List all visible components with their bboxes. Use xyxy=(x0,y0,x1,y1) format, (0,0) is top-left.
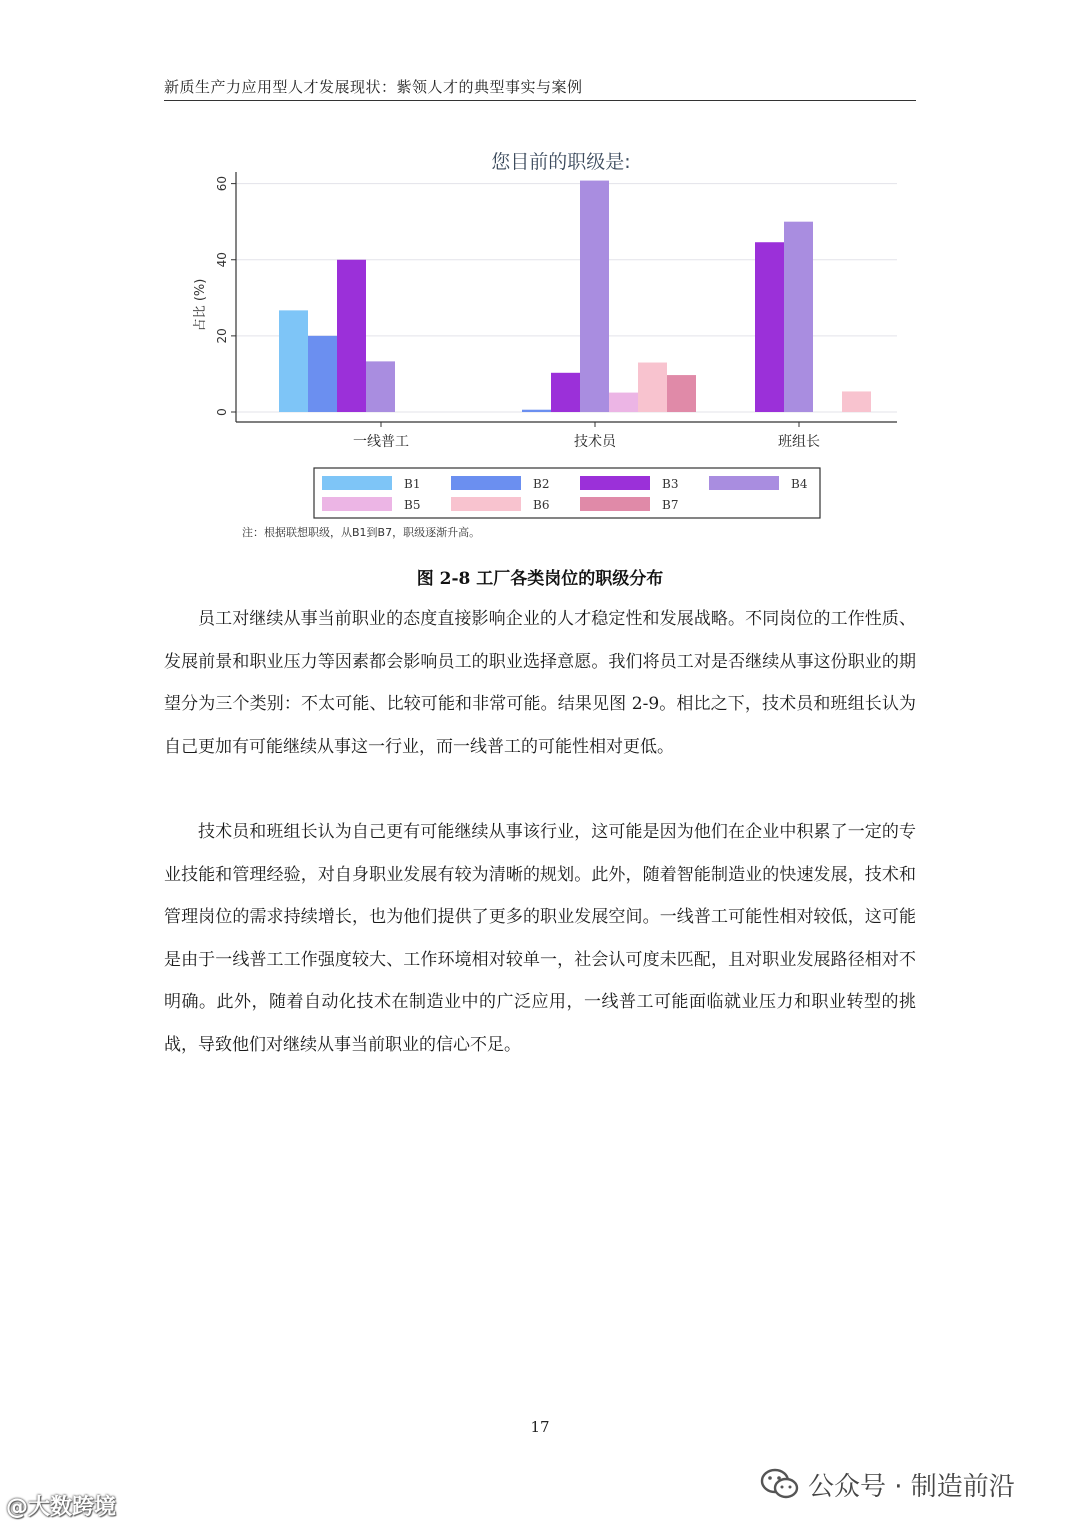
bar-b6-1 xyxy=(638,363,667,412)
x-tick-label: 班组长 xyxy=(778,434,820,450)
wechat-icon xyxy=(760,1467,800,1501)
y-axis-label: 占比 (%) xyxy=(193,278,208,332)
body-paragraph-2: 技术员和班组长认为自己更有可能继续从事该行业，这可能是因为他们在企业中积累了一定的专业技能和管理经验，对自身职业发展有较为清晰的规划。此外，随着智能制造业的快速发展，技术和管理岗位的需求持续增长，也为他们提供了更多的职业发展空间。一线普工可能性相对较低，这可能是由于一线普工工作强度较大、工作环境相对较单一，社会认可度未匹配，且对职业发展路径相对不明确。此外，随着自动化技术在制造业中的广泛应用，一线普工可能面临就业压力和职业转型的挑战，导致他们对继续从事当前职业的信心不足。 xyxy=(164,822,916,1055)
bar-b2-1 xyxy=(522,410,551,412)
y-tick-label: 40 xyxy=(215,252,229,268)
legend-swatch-b7 xyxy=(580,497,650,511)
legend-swatch-b3 xyxy=(580,476,650,490)
legend-swatch-b2 xyxy=(451,476,521,490)
legend-label-b1: B1 xyxy=(404,477,421,491)
legend-label-b2: B2 xyxy=(533,477,550,491)
body-paragraph-1: 员工对继续从事当前职业的态度直接影响企业的人才稳定性和发展战略。不同岗位的工作性质、发展前景和职业压力等因素都会影响员工的职业选择意愿。我们将员工对是否继续从事这份职业的期望分为三个类别：不太可能、比较可能和非常可能。结果见图 2-9。相比之下，技术员和班组长认为自己更加有可能继续从事这一行业，而一线普工的可能性相对更低。 xyxy=(164,609,916,757)
bar-b5-1 xyxy=(609,393,638,412)
legend-label-b3: B3 xyxy=(662,477,679,491)
y-tick-label: 60 xyxy=(215,175,229,192)
legend-swatch-b4 xyxy=(709,476,779,490)
y-tick-label: 0 xyxy=(215,408,229,416)
bar-b1-0 xyxy=(279,310,308,412)
legend-swatch-b1 xyxy=(322,476,392,490)
chart-bars xyxy=(279,181,871,412)
watermark-right-text: 公众号 · 制造前沿 xyxy=(808,1471,1015,1502)
chart-note: 注：根据联想职级，从B1到B7，职级逐渐升高。 xyxy=(242,526,481,539)
header-rule xyxy=(164,100,916,101)
chart-legend xyxy=(314,468,820,518)
bar-b4-1 xyxy=(580,181,609,412)
legend-label-b6: B6 xyxy=(533,498,550,512)
bar-b4-2 xyxy=(784,222,813,412)
chart-title: 您目前的职级是: xyxy=(491,151,631,173)
bar-b7-1 xyxy=(667,375,696,412)
job-level-bar-chart xyxy=(164,140,904,560)
legend-label-b4: B4 xyxy=(791,477,808,491)
legend-swatch-b6 xyxy=(451,497,521,511)
legend-swatch-b5 xyxy=(322,497,392,511)
legend-label-b7: B7 xyxy=(662,498,679,512)
bar-b2-0 xyxy=(308,336,337,412)
bar-b3-1 xyxy=(551,373,580,412)
legend-label-b5: B5 xyxy=(404,498,421,512)
watermark-left: @大数跨境 xyxy=(6,1495,117,1520)
y-tick-label: 20 xyxy=(215,328,229,344)
x-tick-label: 一线普工 xyxy=(353,434,409,450)
bar-b3-2 xyxy=(755,242,784,412)
figure-caption: 图 2-8 工厂各类岗位的职级分布 xyxy=(416,569,664,589)
bar-b3-0 xyxy=(337,260,366,412)
bar-b6-2 xyxy=(842,391,871,412)
page-number: 17 xyxy=(530,1418,550,1436)
x-tick-label: 技术员 xyxy=(574,434,616,450)
running-header: 新质生产力应用型人才发展现状：紫领人才的典型事实与案例 xyxy=(164,78,583,96)
bar-b4-0 xyxy=(366,361,395,412)
watermark-right xyxy=(760,1462,1015,1506)
